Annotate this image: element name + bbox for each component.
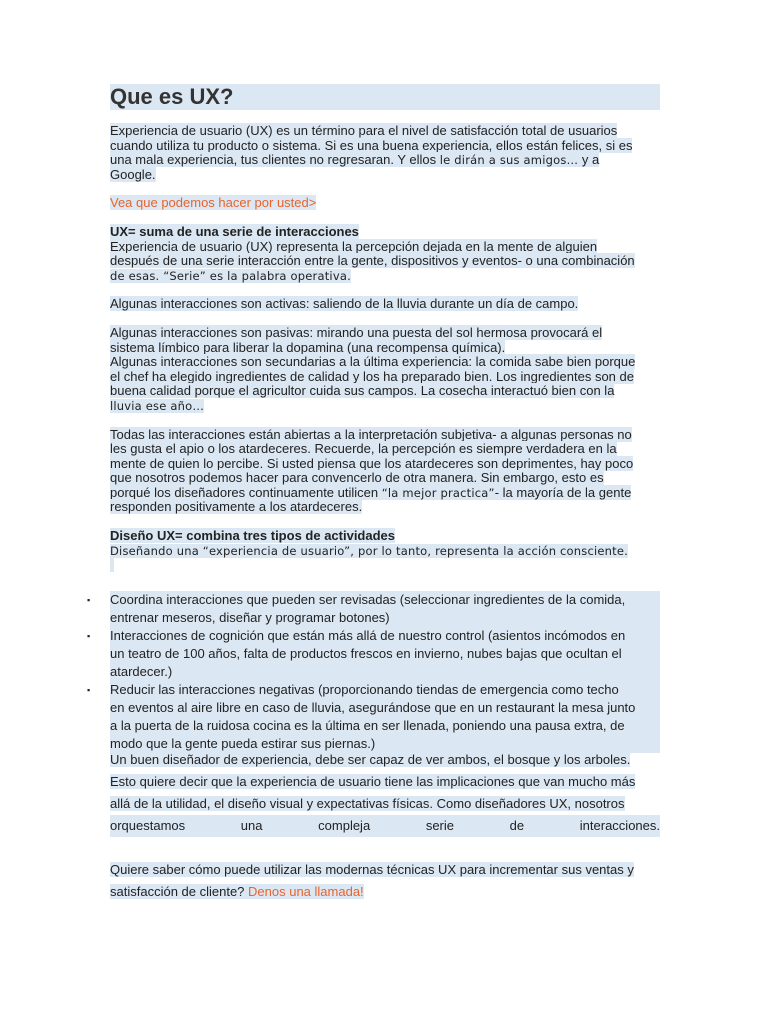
bullet-icon: ▪	[87, 684, 91, 695]
list-item: ▪ Interacciones de cognición que están más allá de nuestro control (asientos incómodos en un teatro de 100 años, falta de productos frescos en invierno, nubes bajas que ocultan el atardecer.)	[87, 627, 626, 679]
section-heading: UX= suma de una serie de interacciones	[110, 223, 359, 239]
list-item: ▪ Reducir las interacciones negativas (proporcionando tiendas de emergencia como techo en eventos al aire libre en caso de lluvia, asegurándose que en un restaurant la mesa junto a la puerta de la ruidosa cocina es la última en ser llenada, poniendo una pausa extra, de modo que la gente pueda estirar sus piernas.)	[87, 681, 636, 751]
call-us-link[interactable]: Denos una llamada!	[248, 883, 364, 899]
subjective-paragraph: Todas las interacciones están abiertas a la interpretación subjetiva- a algunas personas no les gusta el apio o los atardeceres. Recuerde, la percepción es siempre verdadera en la mente de quien lo percibe. Si usted piensa que los atardeceres son deprimentes, hay poco que nosotros podemos hacer para convencerlo de otra manera. Sin embargo, esto es porqué los diseñadores continuamente utilicen “la mejor practica”- la mayoría de la gente responden positivamente a los atardeceres.	[110, 426, 634, 515]
closing-paragraph: Un buen diseñador de experiencia, debe ser capaz de ver ambos, el bosque y los arboles. Esto quiere decir que la experiencia de usuario tiene las implicaciones que van mucho más allá de la utilidad, el diseño visual y expectativas físicas. Como diseñadores UX, nosotros orquestamos una compleja serie de interacciones.	[110, 749, 660, 837]
final-paragraph: Quiere saber cómo puede utilizar las modernas técnicas UX para incrementar sus ventas y satisfacción de cliente? Denos una llamada!	[110, 861, 634, 899]
list-item: ▪ Coordina interacciones que pueden ser revisadas (seleccionar ingredientes de la comida, entrenar meseros, diseñar y programar botones)	[87, 591, 626, 625]
active-paragraph: Algunas interacciones son activas: saliendo de la lluvia durante un día de campo.	[110, 296, 579, 312]
cta-link[interactable]: Vea que podemos hacer por usted>	[110, 195, 317, 211]
page-title: Que es UX?	[110, 84, 660, 110]
section-interactions: UX= suma de una serie de interacciones Experiencia de usuario (UX) representa la percepción dejada en la mente de alguien después de una serie interacción entre la gente, dispositivos y eventos- o una combinación de esas. “Serie” es la palabra operativa.	[110, 223, 635, 283]
passive-paragraph: Algunas interacciones son pasivas: mirando una puesta del sol hermosa provocará el sistema límbico para liberar la dopamina (una recompensa química). Algunas interacciones son secundarias a la última experiencia: la comida sabe bien porque el chef ha elegido ingredientes de calidad y los ha preparado bien. Los ingredientes son de buena calidad porque el agricultor cuida sus campos. La cosecha interactuó bien con la lluvia ese año…	[110, 324, 636, 413]
section-design: Diseño UX= combina tres tipos de actividades Diseñando una “experiencia de usuario”, por lo tanto, representa la acción consciente.	[110, 529, 660, 573]
activity-list	[87, 591, 660, 753]
intro-paragraph: Experiencia de usuario (UX) es un término para el nivel de satisfacción total de usuarios cuando utiliza tu producto o sistema. Si es una buena experiencia, ellos están felices, si es una mala experiencia, tus clientes no regresaran. Y ellos le dirán a sus amigos… y a Google.	[110, 123, 633, 182]
section-heading: Diseño UX= combina tres tipos de actividades	[110, 528, 396, 544]
bullet-icon: ▪	[87, 630, 91, 641]
bullet-icon: ▪	[87, 594, 91, 605]
document-page	[87, 84, 660, 903]
